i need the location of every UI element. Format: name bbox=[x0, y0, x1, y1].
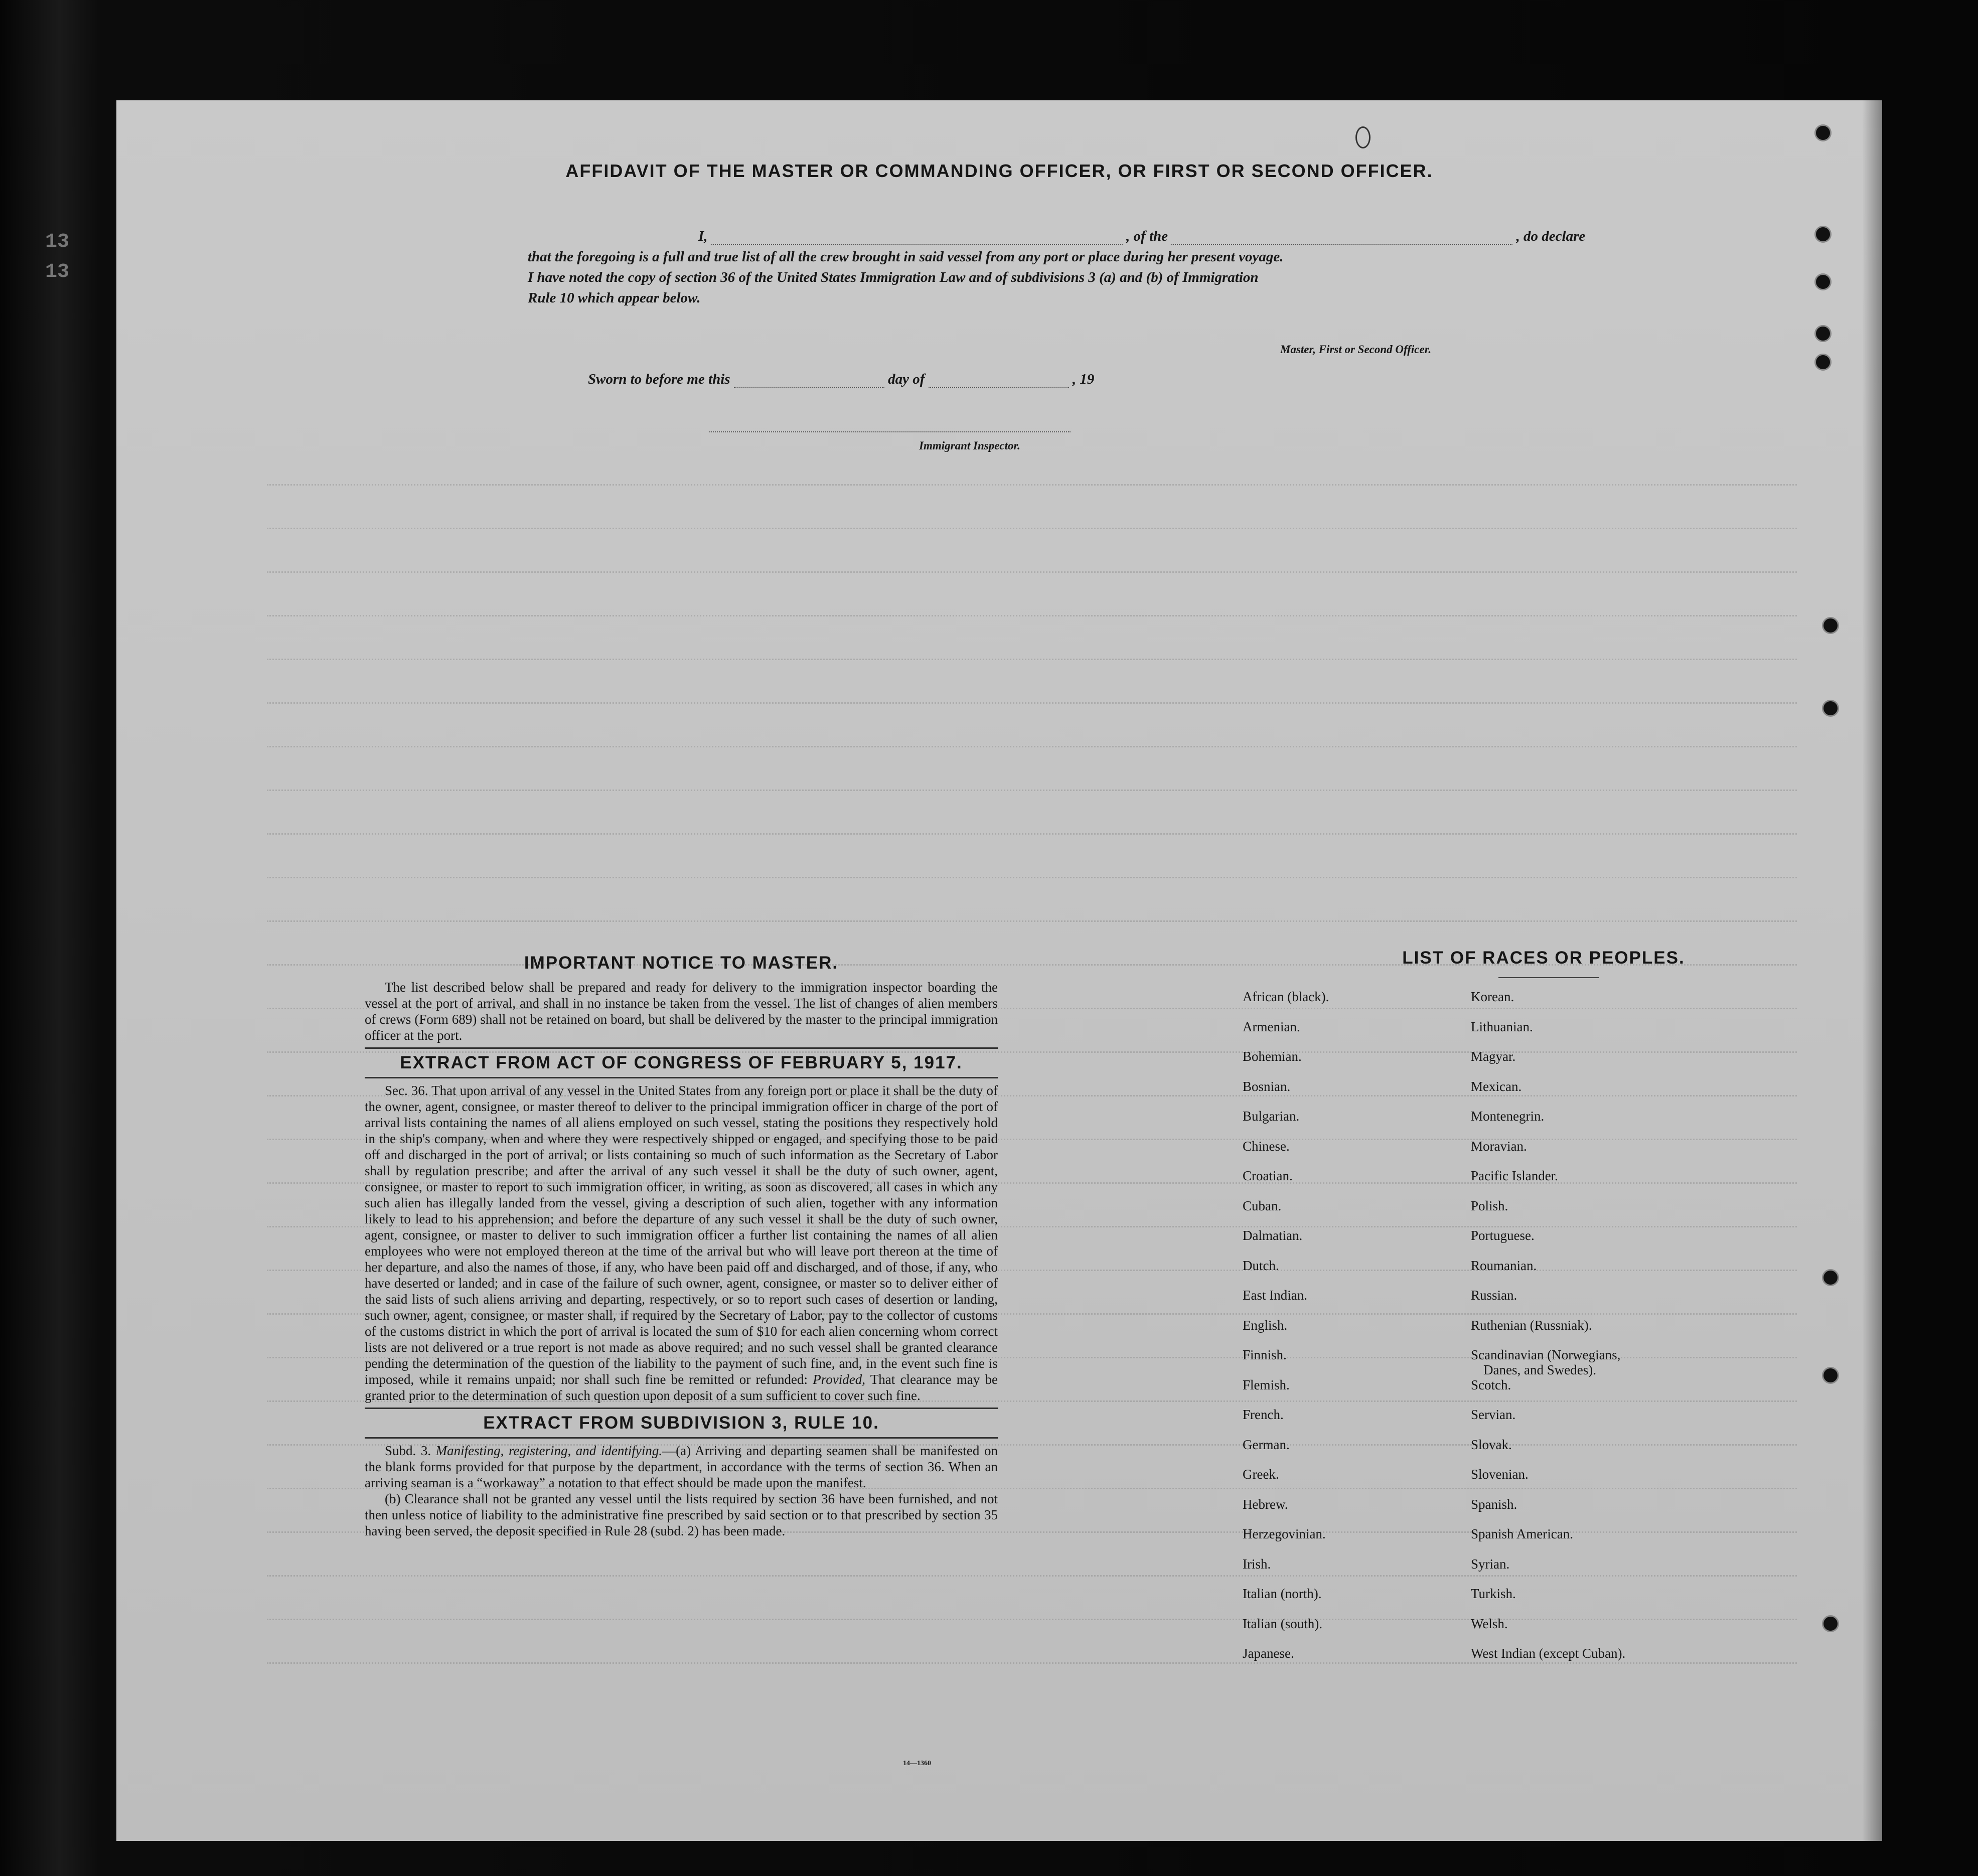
race-item: Bulgarian. bbox=[1243, 1109, 1300, 1124]
race-item: West Indian (except Cuban). bbox=[1471, 1646, 1626, 1661]
subd-a-body: —(a) Arriving and departing seamen shall be manifested on the blank forms provided for that purpose by the department, in accordance with the terms of section 36. When an arriving seaman is a “workaway” a notation to that effect should be made upon the manifest. bbox=[365, 1443, 998, 1490]
race-item: Lithuanian. bbox=[1471, 1019, 1533, 1034]
punch-hole bbox=[1355, 126, 1371, 148]
bleed-row bbox=[267, 1662, 1797, 1673]
race-item: African (black). bbox=[1243, 989, 1329, 1004]
affidavit-i: I, bbox=[698, 228, 708, 244]
affidavit-of-the: , of the bbox=[1126, 228, 1168, 244]
bleed-row bbox=[267, 746, 1797, 756]
race-item: Welsh. bbox=[1471, 1616, 1508, 1631]
race-item: Servian. bbox=[1471, 1407, 1516, 1422]
inspector-signature-line[interactable] bbox=[709, 431, 1071, 432]
race-item: Chinese. bbox=[1243, 1138, 1290, 1154]
race-item: Croatian. bbox=[1243, 1168, 1293, 1183]
race-item: Bosnian. bbox=[1243, 1078, 1291, 1094]
race-item: Spanish American. bbox=[1471, 1526, 1573, 1541]
affidavit-line-3: I have noted the copy of section 36 of the United States Immigration Law and of subdivisions 3 (a) and (b) of Immigration bbox=[528, 269, 1259, 285]
punch-hole bbox=[1814, 226, 1832, 243]
sworn-line bbox=[588, 371, 1094, 388]
sworn-day: day of bbox=[888, 371, 925, 387]
race-item: Bohemian. bbox=[1243, 1049, 1302, 1064]
race-item: Italian (south). bbox=[1243, 1616, 1322, 1631]
sworn-prefix: Sworn to before me this bbox=[588, 371, 730, 387]
act-heading: EXTRACT FROM ACT OF CONGRESS OF FEBRUARY 5, 1917. bbox=[400, 1053, 963, 1072]
punch-hole bbox=[1822, 1269, 1839, 1286]
race-item: Turkish. bbox=[1471, 1586, 1516, 1601]
name-blank[interactable] bbox=[711, 244, 1123, 245]
page-edge-shadow bbox=[1862, 100, 1882, 1841]
race-item: Slovenian. bbox=[1471, 1467, 1529, 1482]
race-item: Finnish. bbox=[1243, 1347, 1287, 1362]
race-item: French. bbox=[1243, 1407, 1284, 1422]
punch-hole bbox=[1822, 617, 1839, 634]
bleed-row bbox=[267, 615, 1797, 626]
margin-number: 13 bbox=[45, 261, 70, 283]
rule-text-a bbox=[365, 1443, 998, 1491]
race-item: Ruthenian (Russniak). bbox=[1471, 1317, 1592, 1333]
bleed-row bbox=[267, 833, 1797, 844]
race-item: Herzegovinian. bbox=[1243, 1526, 1326, 1541]
notice-heading: IMPORTANT NOTICE TO MASTER. bbox=[524, 953, 839, 973]
punch-hole bbox=[1814, 273, 1832, 290]
affidavit-line-4: Rule 10 which appear below. bbox=[528, 290, 701, 306]
race-item: Spanish. bbox=[1471, 1496, 1517, 1512]
punch-hole bbox=[1822, 1615, 1839, 1632]
form-number: 14—1360 bbox=[903, 1760, 931, 1767]
race-item: Scandinavian (Norwegians, bbox=[1471, 1347, 1621, 1362]
bleed-row bbox=[267, 659, 1797, 669]
race-item: Magyar. bbox=[1471, 1049, 1516, 1064]
divider bbox=[365, 1077, 998, 1078]
race-item: Slovak. bbox=[1471, 1437, 1512, 1452]
subd-title: Manifesting, registering, and identifying. bbox=[435, 1443, 663, 1458]
race-item: East Indian. bbox=[1243, 1288, 1307, 1303]
race-item: Danes, and Swedes). bbox=[1483, 1362, 1596, 1377]
race-item: Pacific Islander. bbox=[1471, 1168, 1558, 1183]
notice-text: The list described below shall be prepared and ready for delivery to the immigration inspector boarding the vessel at the port of arrival, and shall in no instance be taken from the vessel. The list of changes of alien members of crews (Form 689) shall not be retained on board, but shall be delivered by the master to the principal immigration officer at the port. bbox=[365, 980, 998, 1043]
race-item: Mexican. bbox=[1471, 1078, 1522, 1094]
races-list bbox=[1243, 948, 1845, 1661]
race-item: Irish. bbox=[1243, 1556, 1271, 1572]
race-item: Dalmatian. bbox=[1243, 1228, 1303, 1243]
bleed-row bbox=[267, 484, 1797, 495]
race-item: Russian. bbox=[1471, 1288, 1517, 1303]
margin-number: 13 bbox=[45, 231, 70, 253]
race-item: Korean. bbox=[1471, 989, 1514, 1004]
bleed-row bbox=[267, 1619, 1797, 1629]
section-label: Sec. 36. bbox=[385, 1083, 428, 1098]
race-item: German. bbox=[1243, 1437, 1290, 1452]
race-item: Italian (north). bbox=[1243, 1586, 1322, 1601]
punch-hole bbox=[1822, 1367, 1839, 1384]
race-item: Greek. bbox=[1243, 1467, 1279, 1482]
bleed-row bbox=[267, 528, 1797, 538]
rule-heading: EXTRACT FROM SUBDIVISION 3, RULE 10. bbox=[483, 1413, 879, 1433]
punch-hole bbox=[1814, 354, 1832, 371]
act-text bbox=[365, 1082, 998, 1403]
race-item: Moravian. bbox=[1471, 1138, 1527, 1154]
bleed-row bbox=[267, 571, 1797, 582]
month-blank[interactable] bbox=[929, 387, 1069, 388]
punch-hole bbox=[1814, 124, 1832, 141]
affidavit-line-2: that the foregoing is a full and true list of all the crew brought in said vessel from any port or place during her present voyage. bbox=[528, 249, 1284, 265]
bleed-row bbox=[267, 877, 1797, 887]
inspector-caption: Immigrant Inspector. bbox=[919, 439, 1020, 452]
race-item: Cuban. bbox=[1243, 1198, 1282, 1213]
affidavit-declare: , do declare bbox=[1516, 228, 1586, 244]
bleed-row bbox=[267, 790, 1797, 800]
race-item: Flemish. bbox=[1243, 1377, 1290, 1392]
race-item: Syrian. bbox=[1471, 1556, 1510, 1572]
punch-hole bbox=[1814, 325, 1832, 342]
bleed-row bbox=[267, 1575, 1797, 1586]
rule-text-b: (b) Clearance shall not be granted any vessel until the lists required by section 36 have been furnished, and not then unless notice of liability to the administrative fine prescribed by said section or to that prescribed by section 35 having been served, the deposit specified in Rule 28 (subd. 2) has been made. bbox=[365, 1491, 998, 1538]
divider bbox=[365, 1408, 998, 1409]
race-item: Hebrew. bbox=[1243, 1496, 1288, 1512]
race-item: Dutch. bbox=[1243, 1258, 1279, 1273]
race-item: Roumanian. bbox=[1471, 1258, 1537, 1273]
sworn-year: , 19 bbox=[1072, 371, 1095, 387]
day-blank[interactable] bbox=[734, 387, 884, 388]
vessel-blank[interactable] bbox=[1171, 244, 1512, 245]
bleed-row bbox=[267, 702, 1797, 713]
act-body-end: That clearance may be granted prior to the determination of such question upon deposit of a sum sufficient to cover such fine. bbox=[365, 1372, 998, 1403]
race-item: English. bbox=[1243, 1317, 1288, 1333]
signature-caption: Master, First or Second Officer. bbox=[1280, 343, 1432, 356]
divider bbox=[365, 1047, 998, 1049]
document-page bbox=[116, 100, 1882, 1841]
affidavit-line-1 bbox=[528, 228, 1631, 245]
race-item: Portuguese. bbox=[1471, 1228, 1535, 1243]
notice-column bbox=[365, 953, 998, 1539]
race-item: Japanese. bbox=[1243, 1646, 1294, 1661]
bleed-row bbox=[267, 920, 1797, 931]
affidavit-title: AFFIDAVIT OF THE MASTER OR COMMANDING OFFICER, OR FIRST OR SECOND OFFICER. bbox=[565, 161, 1433, 181]
races-title-rule bbox=[1498, 977, 1599, 978]
race-item: Scotch. bbox=[1471, 1377, 1511, 1392]
subd-label: Subd. 3. bbox=[385, 1443, 431, 1458]
divider bbox=[365, 1437, 998, 1439]
race-item: Armenian. bbox=[1243, 1019, 1300, 1034]
act-provided: Provided, bbox=[813, 1372, 865, 1387]
race-item: Montenegrin. bbox=[1471, 1109, 1545, 1124]
race-item: Polish. bbox=[1471, 1198, 1508, 1213]
punch-hole bbox=[1822, 700, 1839, 717]
races-title: LIST OF RACES OR PEOPLES. bbox=[1402, 948, 1685, 968]
act-body: That upon arrival of any vessel in the United States from any foreign port or place it shall be the duty of the owner, agent, consignee, or master thereof to deliver to the principal immigration officer in charge of the port of arrival lists containing the names of all aliens employed on such vessel, stating the positions they respectively hold in the ship's company, when and where they were respectively shipped or engaged, and specifying those to be paid off and discharged in the port of arrival; or lists containing so much of such information as the Secretary of Labor shall by regulation prescribe; and after the arrival of any such vessel it shall be the duty of such owner, agent, consignee, or master to report to such immigration officer, in writing, as soon as discovered, all cases in which any such alien has illegally landed from the vessel, giving a description of such alien, together with any information likely to lead to his apprehension; and before the departure of any such vessel it shall be the duty of such owner, agent, consignee, or master to deliver to such immigration officer a further list containing the names of all alien employees who were not employed thereon at the time of the arrival but who will leave port thereon at the time of her departure, and also the names of those, if any, who have been paid off and discharged, and of those, if any, who have deserted or landed; and in case of the failure of such owner, agent, consignee, or master so to deliver either of the said lists of such aliens arriving and departing, respectively, or so to report such cases of desertion or landing, such owner, agent, consignee, or master shall, if required by the Secretary of Labor, pay to the collector of customs of the customs district in which the port of arrival is located the sum of $10 for each alien concerning whom correct lists are not delivered or a true report is not made as above required; and no such vessel shall be granted clearance pending the determination of the question of the liability to the payment of such fine, and, in the event such fine is imposed, while it remains unpaid; nor shall such fine be remitted or refunded: bbox=[365, 1083, 998, 1387]
